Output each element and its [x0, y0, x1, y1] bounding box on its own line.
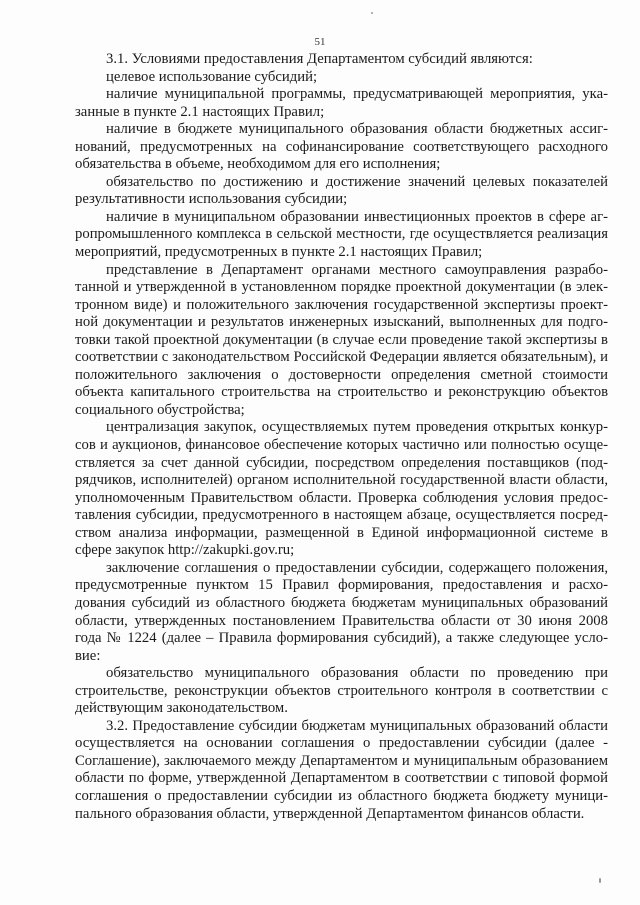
scan-speck [371, 12, 373, 14]
paragraph: 3.1. Условиями предоставления Департаментом субсидий являются: [106, 51, 533, 67]
paragraph: представление в Департамент органами местного самоуправления разработанной и утвержденной в установленном порядке проектной документации (в электронном виде) и положительного заключения государственной экспертизы проектной документации и результатов инженерных изысканий, выполненных для подготовки такой проектной документации (в случае если проведение такой экспертизы в соответствии с законодательством Российской Федерации является обязательным), и положительного заключения о достоверности определения сметной стоимости объекта капитального строительства на строительство и реконструкцию объектов социального обустройства; [75, 261, 608, 418]
paragraph: заключение соглашения о предоставлении субсидии, содержащего положения, предусмотренные пунктом 15 Правил формирования, предоставления и расходования субсидий из областного бюджета бюджетам муниципальных образований области, утвержденных постановлением Правительства области от 30 июня 2008 года № 1224 (далее – Правила формирования субсидий), а также следующее условие: [75, 559, 608, 664]
document-body [75, 51, 608, 823]
paragraph: 3.2. Предоставление субсидии бюджетам муниципальных образований области осуществляется на основании соглашения о предоставлении субсидии (далее - Соглашение), заключаемого между Департаментом и муниципальным образованием области по форме, утвержденной Департаментом в соответствии с типовой формой соглашения о предоставлении субсидии из областного бюджета бюджету муниципального образования области, утвержденной Департаментом финансов области. [75, 717, 608, 822]
paragraph: обязательство муниципального образования области по проведению при строительстве, реконструкции объектов строительного контроля в соответствии с действующим законодательством. [75, 665, 608, 717]
paragraph: централизация закупок, осуществляемых путем проведения открытых конкурсов и аукционов, финансовое обеспечение которых частично или полностью осуществляется за счет данной субсидии, посредством определения поставщиков (подрядчиков, исполнителей) органом исполнительной государственной власти области, уполномоченным Правительством области. Проверка соблюдения условия предоставления субсидии, предусмотренного в настоящем абзаце, осуществляется посредством анализа информации, размещенной в Единой информационной системе в сфере закупок http://zakupki.gov.ru; [75, 419, 608, 559]
paragraph: целевое использование субсидий; [106, 68, 318, 85]
paragraph: обязательство по достижению и достижение значений целевых показателей результативности использования субсидии; [75, 173, 608, 208]
paragraph: наличие муниципальной программы, предусматривающей мероприятия, указанные в пункте 2.1 настоящих Правил; [75, 86, 608, 120]
page-number: 51 [314, 36, 326, 48]
scan-speck [599, 878, 601, 883]
paragraph: наличие в муниципальном образовании инвестиционных проектов в сфере агропромышленного комплекса в сельской местности, где осуществляется реализация мероприятий, предусмотренных в пункте 2.1 настоящих Правил; [75, 208, 608, 261]
paragraph: наличие в бюджете муниципального образования области бюджетных ассигнований, предусмотренных на софинансирование соответствующего расходного обязательства в объеме, необходимом для его исполнения; [75, 121, 608, 173]
